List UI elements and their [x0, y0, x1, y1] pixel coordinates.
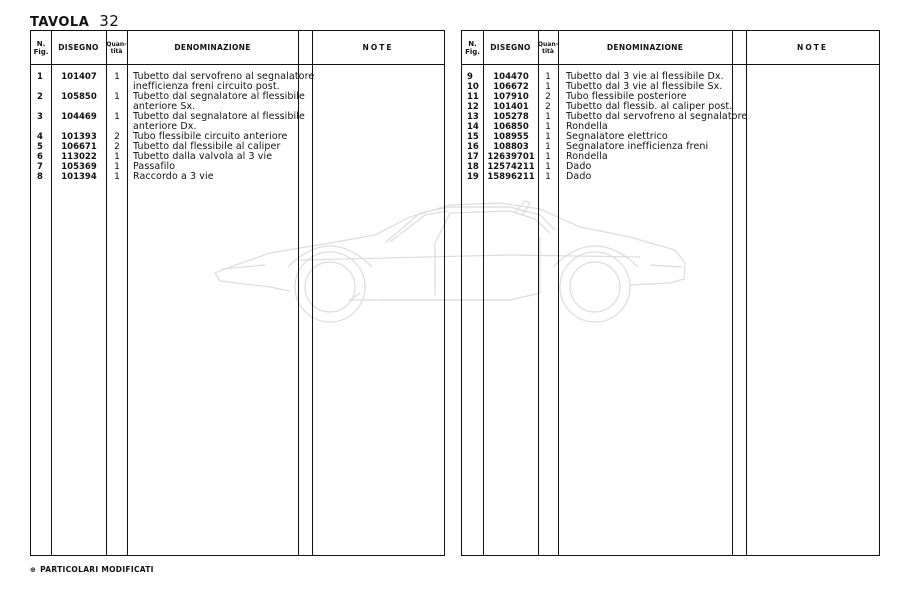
quantity: 1: [114, 162, 120, 172]
title-label: TAVOLA: [30, 15, 90, 30]
part-description: Segnalatore inefficienza freni: [566, 141, 709, 152]
part-description: Tubetto dal 3 vie al flessibile Sx.: [566, 81, 723, 92]
quantity: 1: [114, 172, 120, 182]
quantity: 1: [545, 142, 551, 152]
header-note: NOTE: [362, 42, 394, 52]
page-title: [30, 12, 119, 30]
table-row: [462, 162, 879, 172]
table-row: [31, 112, 444, 122]
quantity: 1: [545, 132, 551, 142]
table-row: [462, 152, 879, 162]
part-description: Tubetto dal servofreno al segnalatore: [566, 111, 748, 122]
quantity: 1: [545, 162, 551, 172]
fig-number: 7: [37, 162, 43, 172]
header-quantita: Quan- tità: [537, 40, 559, 55]
part-description: Tubetto dal segnalatore al flessibile: [133, 111, 305, 122]
parts-table-right: [461, 30, 880, 556]
quantity: 2: [114, 132, 120, 142]
drawing-number: 105278: [493, 112, 529, 122]
drawing-number: 101393: [61, 132, 97, 142]
table-row: [31, 92, 444, 102]
fig-number: 10: [467, 82, 479, 92]
left-rows: [31, 72, 444, 182]
table-row: [462, 112, 879, 122]
drawing-number: 12574211: [487, 162, 535, 172]
table-row: [31, 172, 444, 182]
fig-number: 15: [467, 132, 479, 142]
drawing-number: 106850: [493, 122, 529, 132]
header-note: NOTE: [797, 42, 828, 52]
quantity: 1: [545, 82, 551, 92]
part-description: Rondella: [566, 121, 608, 132]
part-description: Dado: [566, 171, 592, 182]
title-number: 32: [99, 12, 120, 30]
table-row: [462, 142, 879, 152]
fig-number: 6: [37, 152, 43, 162]
drawing-number: 101407: [61, 72, 97, 82]
part-description: inefficienza freni circuito post.: [133, 81, 280, 92]
header-quantita: Quan- tità: [106, 40, 127, 55]
part-description: Raccordo a 3 vie: [133, 171, 214, 182]
drawing-number: 108803: [493, 142, 529, 152]
part-description: Tubo flessibile circuito anteriore: [133, 131, 288, 142]
drawing-number: 101401: [493, 102, 529, 112]
part-description: Tubetto dal servofreno al segnalatore: [133, 71, 315, 82]
modified-marker: ⊕: [30, 566, 37, 574]
drawing-number: 113022: [61, 152, 97, 162]
drawing-number: 101394: [61, 172, 97, 182]
quantity: 1: [545, 152, 551, 162]
quantity: 2: [545, 102, 551, 112]
fig-number: 14: [467, 122, 479, 132]
fig-number: 19: [467, 172, 479, 182]
header-divider: [462, 64, 879, 65]
fig-number: 11: [467, 92, 479, 102]
header-divider: [31, 64, 444, 65]
header-fig: N. Fig.: [465, 39, 480, 56]
header-disegno: DISEGNO: [58, 42, 99, 52]
fig-number: 18: [467, 162, 479, 172]
part-description: anteriore Sx.: [133, 101, 196, 112]
drawing-number: 107910: [493, 92, 529, 102]
table-row: [31, 162, 444, 172]
table-row: [31, 152, 444, 162]
header-disegno: DISEGNO: [490, 42, 531, 52]
part-description: Tubetto dal flessibile al caliper: [133, 141, 281, 152]
header-fig: N. Fig.: [33, 39, 49, 56]
header-denominazione: DENOMINAZIONE: [174, 42, 251, 52]
quantity: 1: [114, 112, 120, 122]
right-rows: [462, 72, 879, 182]
drawing-number: 108955: [493, 132, 529, 142]
quantity: 1: [114, 72, 120, 82]
drawing-number: 15896211: [487, 172, 535, 182]
footer-text: PARTICOLARI MODIFICATI: [40, 565, 154, 574]
fig-number: 16: [467, 142, 479, 152]
part-description: Segnalatore elettrico: [566, 131, 668, 142]
fig-number: 1: [37, 72, 43, 82]
quantity: 2: [114, 142, 120, 152]
quantity: 1: [545, 72, 551, 82]
parts-table-left: [30, 30, 445, 556]
fig-number: 5: [37, 142, 43, 152]
drawing-number: 104469: [61, 112, 97, 122]
drawing-number: 104470: [493, 72, 529, 82]
drawing-number: 12639701: [487, 152, 535, 162]
part-description: Tubetto dal 3 vie al flessibile Dx.: [566, 71, 724, 82]
fig-number: 17: [467, 152, 479, 162]
fig-number: 4: [37, 132, 43, 142]
part-description: Tubo flessibile posteriore: [566, 91, 687, 102]
fig-number: 13: [467, 112, 479, 122]
table-row: [462, 172, 879, 182]
drawing-number: 105850: [61, 92, 97, 102]
quantity: 2: [545, 92, 551, 102]
quantity: 1: [114, 152, 120, 162]
part-description: anteriore Dx.: [133, 121, 197, 132]
fig-number: 2: [37, 92, 43, 102]
part-description: Dado: [566, 161, 592, 172]
table-row: [462, 122, 879, 132]
part-description: Rondella: [566, 151, 608, 162]
part-description: Tubetto dal flessib. al caliper post.: [566, 101, 733, 112]
quantity: 1: [545, 172, 551, 182]
header-denominazione: DENOMINAZIONE: [606, 42, 684, 52]
fig-number: 3: [37, 112, 43, 122]
drawing-number: 106671: [61, 142, 97, 152]
quantity: 1: [114, 92, 120, 102]
part-description: Passafilo: [133, 161, 176, 172]
fig-number: 9: [467, 72, 473, 82]
part-description: Tubetto dalla valvola al 3 vie: [133, 151, 273, 162]
drawing-number: 106672: [493, 82, 529, 92]
drawing-number: 105369: [61, 162, 97, 172]
fig-number: 12: [467, 102, 479, 112]
fig-number: 8: [37, 172, 43, 182]
footer-legend: [30, 565, 154, 574]
quantity: 1: [545, 112, 551, 122]
quantity: 1: [545, 122, 551, 132]
part-description: Tubetto dal segnalatore al flessibile: [133, 91, 305, 102]
